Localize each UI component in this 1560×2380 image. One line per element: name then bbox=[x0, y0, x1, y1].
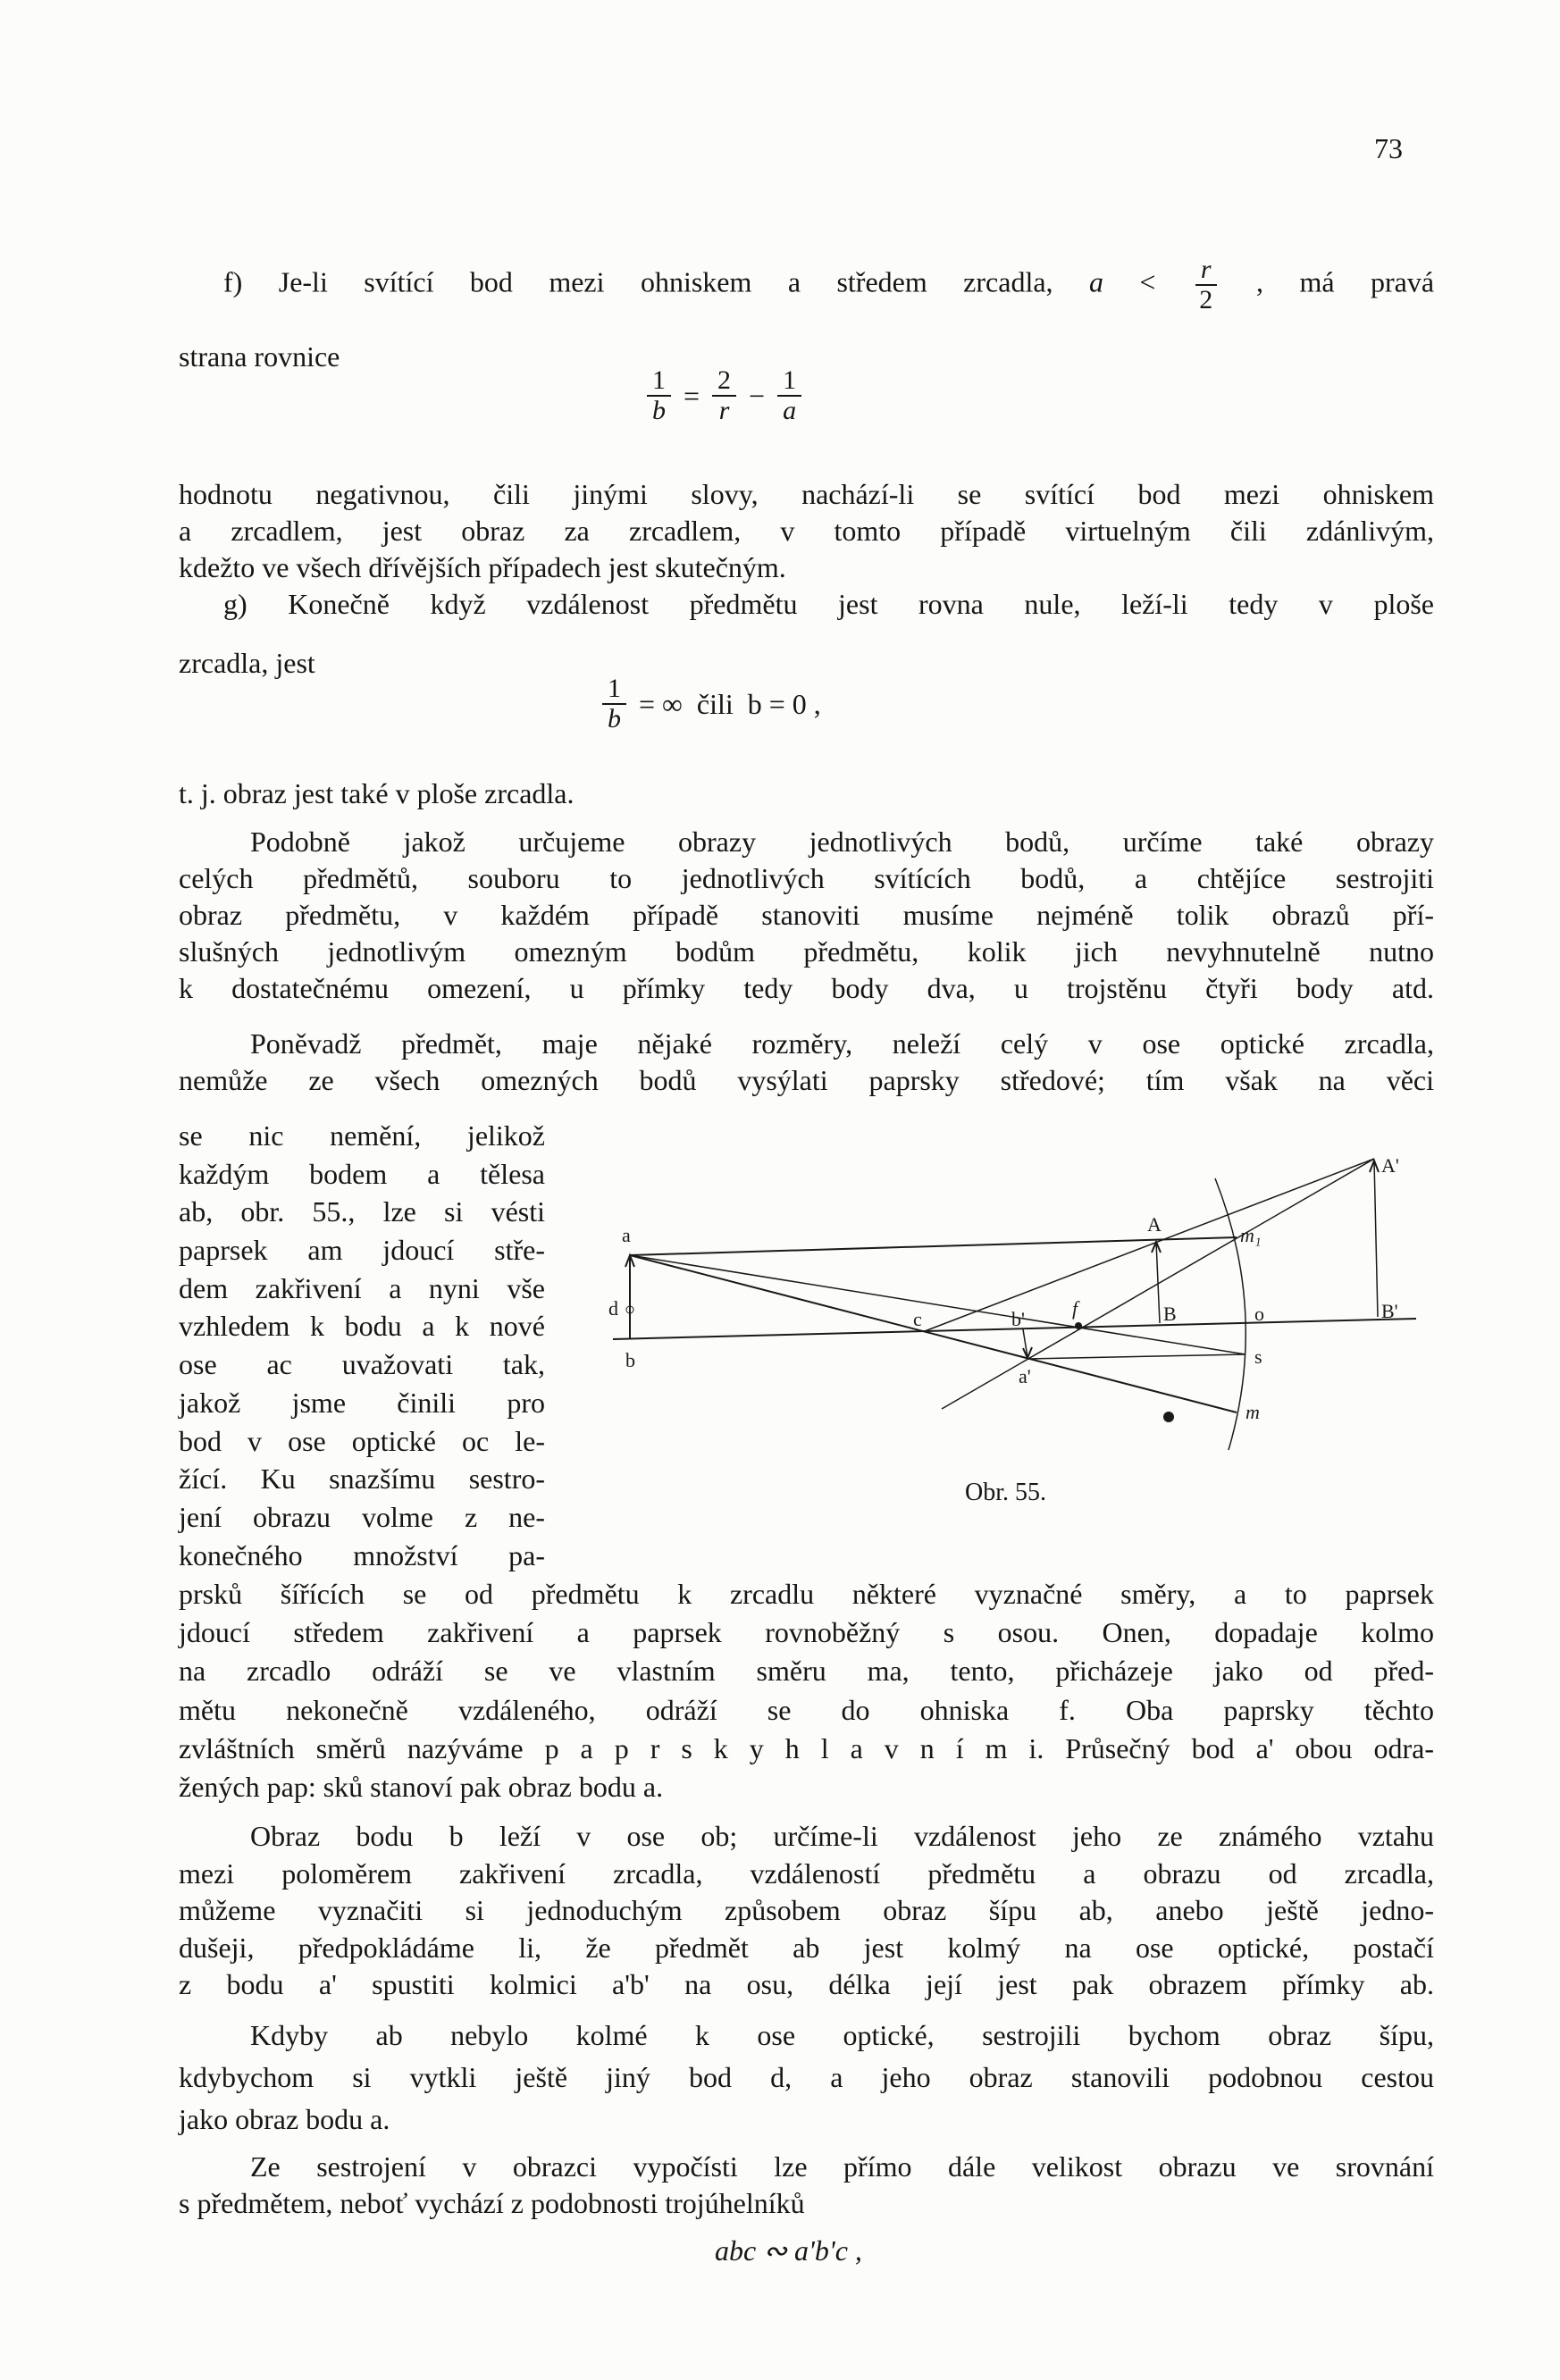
central-ray-am bbox=[630, 1255, 1237, 1412]
paragraph-obraz bbox=[179, 1818, 1434, 2004]
text-line: každým bodem a tělesa bbox=[179, 1157, 545, 1190]
label-s: s bbox=[1254, 1345, 1262, 1368]
text-line: g) Konečně když vzdálenost předmětu jest rovna nule, leží-li tedy v ploše bbox=[223, 588, 1434, 620]
label-A: A bbox=[1147, 1213, 1162, 1236]
text-line: zvláštních směrů nazýváme p a p r s k y h l a v n í m i. Průsečný bod a' obou odra- bbox=[179, 1731, 1434, 1764]
eq1-r1-den: r bbox=[718, 396, 730, 425]
text-line: s předmětem, neboť vychází z podobnosti trojúhelníků bbox=[179, 2187, 805, 2219]
eq1-r1-num: 2 bbox=[712, 366, 736, 397]
text-line: jdoucí středem zakřivení a paprsek rovnoběžný s osou. Onen, dopadaje kolmo bbox=[179, 1616, 1434, 1649]
text-line: ab, obr. 55., lze si vésti bbox=[179, 1195, 545, 1228]
label-f: f bbox=[1072, 1297, 1078, 1320]
eq1-minus: − bbox=[749, 379, 766, 412]
focus-point bbox=[1075, 1322, 1082, 1329]
text-line: Poněvadž předmět, maje nějaké rozměry, neleží celý v ose optické zrcadla, bbox=[250, 1027, 1434, 1060]
text-line: Ze sestrojení v obrazci vypočísti lze přímo dále velikost obrazu ve srovnání bbox=[250, 2150, 1434, 2183]
text-line: bod v ose optické oc le- bbox=[179, 1424, 545, 1457]
label-o: o bbox=[1254, 1303, 1264, 1325]
eq1-r2-den: a bbox=[783, 396, 797, 425]
eq2-num: 1 bbox=[602, 675, 626, 705]
fraction-numerator: r bbox=[1195, 256, 1217, 286]
eq1-r2-num: 1 bbox=[777, 366, 801, 397]
text-line: jakož jsme činili pro bbox=[179, 1386, 545, 1419]
text-line: na zrcadlo odráží se ve vlastním směru ma, tento, přicházeje jako od před- bbox=[179, 1655, 1434, 1688]
ink-dot bbox=[1163, 1412, 1174, 1422]
text-line: vzhledem k bodu a k nové bbox=[179, 1310, 545, 1343]
label-b-prime: b' bbox=[1011, 1308, 1025, 1330]
fraction-denominator: 2 bbox=[1199, 285, 1213, 314]
paragraph-prsku bbox=[179, 1575, 1434, 1806]
eq1-equals: = bbox=[684, 379, 700, 412]
text-line: se nic nemění, jelikož bbox=[179, 1119, 545, 1152]
label-a: a bbox=[622, 1224, 631, 1246]
eq2-den: b bbox=[608, 704, 621, 733]
item-f-rel: < bbox=[1139, 265, 1156, 298]
image-arrow-A-prime-B-prime bbox=[1374, 1161, 1378, 1317]
text-line: dem zakřivení a nyni vše bbox=[179, 1271, 545, 1304]
label-B: B bbox=[1163, 1303, 1177, 1325]
mirror-arc bbox=[1215, 1178, 1245, 1450]
text-line: kdybychom si vytkli ještě jiný bod d, a jeho obraz stanovili podobnou cestou bbox=[179, 2061, 1434, 2093]
label-B-prime: B' bbox=[1381, 1300, 1398, 1322]
line-tj: t. j. obraz jest také v ploše zrcadla. bbox=[179, 777, 575, 809]
item-f-var: a bbox=[1088, 265, 1103, 298]
label-m1: m₁ bbox=[1240, 1224, 1262, 1246]
text-line: mezi poloměrem zakřivení zrcadla, vzdáleností předmětu a obrazu od zrcadla, bbox=[179, 1856, 1434, 1890]
label-b: b bbox=[625, 1349, 635, 1371]
label-A-prime: A' bbox=[1381, 1154, 1399, 1177]
text-line: jako obraz bodu a. bbox=[179, 2103, 390, 2135]
text-line: a zrcadlem, jest obraz za zrcadlem, v tomto případě virtuelným čili zdánlivým, bbox=[179, 515, 1434, 547]
page-number: 73 bbox=[1374, 132, 1403, 164]
text-line: celých předmětů, souboru to jednotlivých svítících bodů, a chtějíce sestrojiti bbox=[179, 862, 1434, 894]
label-d: d bbox=[608, 1297, 618, 1320]
text-line: paprsek am jdoucí stře- bbox=[179, 1234, 545, 1267]
line-zrcadla: zrcadla, jest bbox=[179, 647, 315, 679]
text-line: hodnotu negativnou, čili jinými slovy, nachází-li se svítící bod mezi ohniskem bbox=[179, 478, 1434, 510]
text-line: dušeji, předpokládáme li, že předmět ab jest kolmý na ose optické, postačí bbox=[179, 1931, 1434, 1964]
label-a-prime: a' bbox=[1019, 1365, 1031, 1387]
line-strana: strana rovnice bbox=[179, 340, 340, 373]
text-line: z bodu a' spustiti kolmici a'b' na osu, délka její jest pak obrazem přímky ab. bbox=[179, 1968, 1434, 2000]
eq2-rest: = ∞ čili b = 0 , bbox=[639, 687, 821, 720]
ray-a-prime-s bbox=[1027, 1354, 1245, 1359]
text-line: žených pap: sků stanoví pak obraz bodu a. bbox=[179, 1770, 664, 1803]
text-line: žící. Ku snazšímu sestro- bbox=[179, 1462, 545, 1496]
paragraph-ze bbox=[179, 2149, 1434, 2222]
item-f-lead: f) Je-li svítící bod mezi ohniskem a středem zrcadla, bbox=[223, 265, 1053, 298]
paragraph-kdyby bbox=[179, 2015, 1434, 2141]
text-line: k dostatečnému omezení, u přímky tedy body dva, u trojstěnu čtyři body atd. bbox=[179, 972, 1434, 1004]
text-line: slušných jednotlivým omezným bodům předmětu, kolik jich nevyhnutelně nutno bbox=[179, 935, 1434, 968]
text-line: konečného množství pa- bbox=[179, 1538, 545, 1571]
text-line: Obraz bodu b leží v ose ob; určíme-li vzdálenost jeho ze známého vztahu bbox=[250, 1820, 1434, 1852]
text-line: Podobně jakož určujeme obrazy jednotlivých bodů, určíme také obrazy bbox=[250, 825, 1434, 858]
text-line: můžeme vyznačiti si jednoduchým způsobem obraz šípu ab, anebo ještě jedno- bbox=[179, 1894, 1434, 1926]
item-f-tail: , má pravá bbox=[1256, 265, 1435, 298]
eq1-l-den: b bbox=[652, 396, 666, 425]
label-c: c bbox=[913, 1308, 922, 1330]
text-line: Kdyby ab nebylo kolmé k ose optické, sestrojili bychom obraz šípu, bbox=[250, 2019, 1434, 2051]
equation-3: abc ∾ a'b'c , bbox=[715, 2234, 862, 2267]
label-m: m bbox=[1245, 1401, 1260, 1423]
text-line: obraz předmětu, v každém případě stanoviti musíme nejméně tolik obrazů pří- bbox=[179, 899, 1434, 931]
text-line: ose ac uvažovati tak, bbox=[179, 1348, 545, 1381]
figure-caption: Obr. 55. bbox=[965, 1479, 1046, 1506]
eq1-l-num: 1 bbox=[647, 366, 671, 397]
text-line: jení obrazu volme z ne- bbox=[179, 1500, 545, 1533]
text-line: prsků šířících se od předmětu k zrcadlu některé vyznačné směry, a to paprsek bbox=[179, 1578, 1434, 1610]
text-line: nemůže ze všech omezných bodů vysýlati paprsky středové; tím však na věci bbox=[179, 1064, 1434, 1096]
text-line: mětu nekonečně vzdáleného, odráží se do ohniska f. Oba paprsky těchto bbox=[179, 1693, 1434, 1726]
text-line: kdežto ve všech dřívějších případech jest skutečným. bbox=[179, 551, 786, 583]
ray-as bbox=[630, 1255, 1245, 1354]
